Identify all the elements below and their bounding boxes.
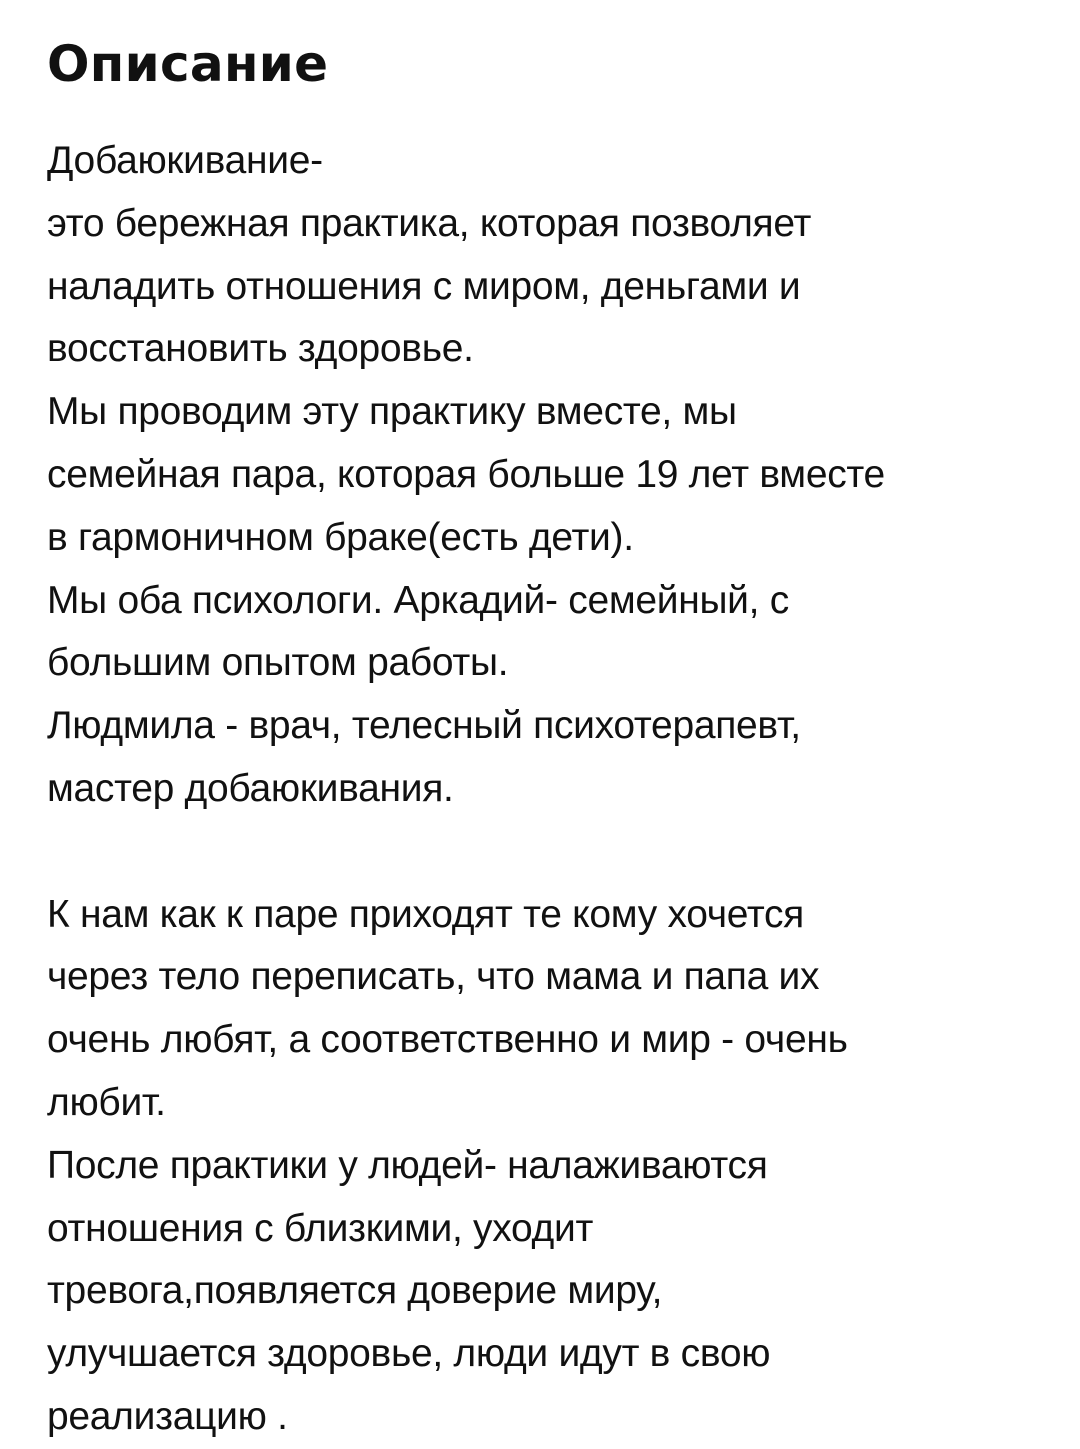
text-line: Мы проводим эту практику вместе, мы: [47, 390, 737, 434]
text-line: наладить отношения с миром, деньгами и: [47, 264, 801, 308]
text-line: большим опытом работы.: [47, 641, 509, 685]
description-paragraph-1: [47, 130, 1057, 821]
text-line: После практики у людей- налаживаются: [47, 1143, 768, 1187]
text-line: Добаюкивание-: [47, 139, 323, 182]
text-line: в гармоничном браке(есть дети).: [47, 515, 634, 559]
text-line: через тело переписать, что мама и папа их: [47, 955, 820, 999]
section-title: Описание: [47, 35, 329, 93]
text-line: семейная пара, которая больше 19 лет вместе: [47, 452, 885, 496]
text-line: К нам как к паре приходят те кому хочется: [47, 892, 804, 936]
text-line: реализацию .: [47, 1394, 288, 1438]
paragraph-spacer: [47, 821, 1057, 884]
text-line: отношения с близкими, уходит: [47, 1206, 594, 1250]
text-line: Людмила - врач, телесный психотерапевт,: [47, 704, 801, 748]
text-line: улучшается здоровье, люди идут в свою: [47, 1332, 771, 1376]
text-line: очень любят, а соответственно и мир - очень: [47, 1018, 848, 1062]
description-section: [47, 28, 1057, 1449]
text-line: Мы оба психологи. Аркадий- семейный, с: [47, 578, 789, 622]
description-paragraph-2: [47, 884, 1057, 1449]
text-line: любит.: [47, 1080, 166, 1124]
text-line: тревога,появляется доверие миру,: [47, 1269, 663, 1313]
text-line: мастер добаюкивания.: [47, 766, 454, 810]
text-line: это бережная практика, которая позволяет: [47, 201, 812, 245]
text-line: восстановить здоровье.: [47, 327, 474, 371]
